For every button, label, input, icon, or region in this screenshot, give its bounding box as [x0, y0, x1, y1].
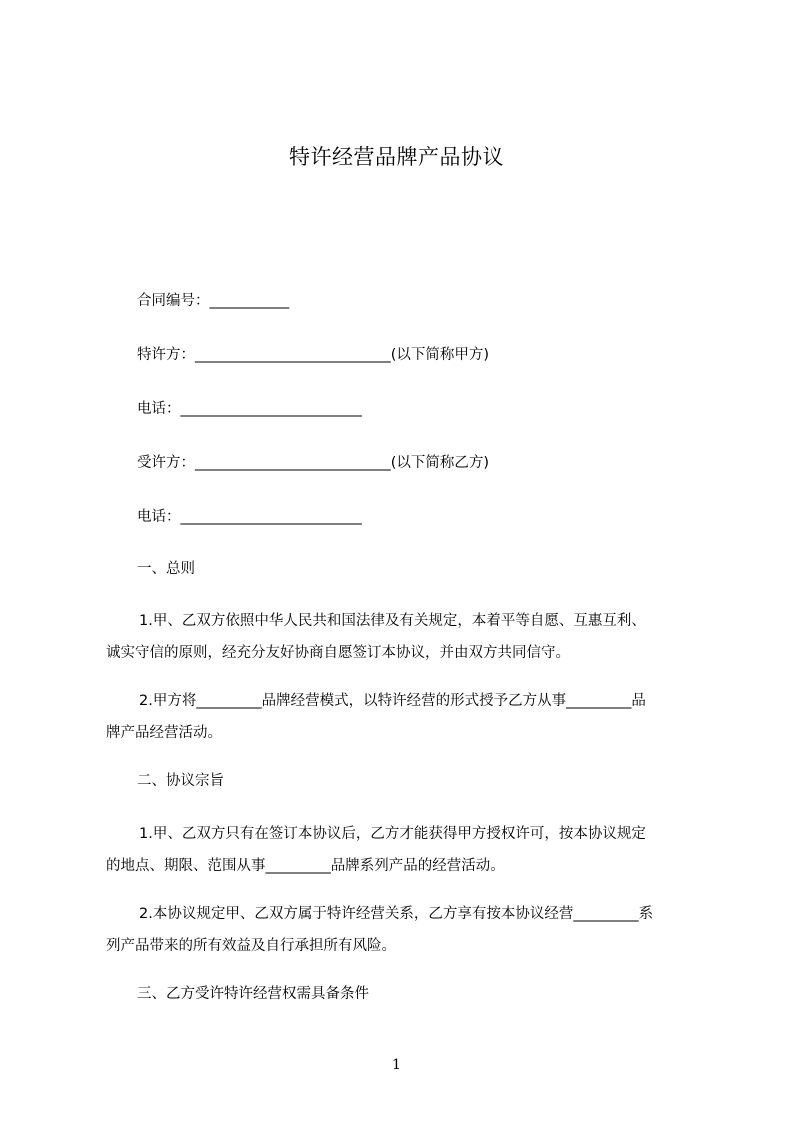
section-heading-general: 一、总则	[137, 561, 195, 577]
contract-number-field: 合同编号：___________	[137, 293, 290, 309]
clause-text: 1.甲、乙双方依照中华人民共和国法律及有关规定，本着平等自愿、互惠互利、	[139, 613, 646, 629]
section-heading-conditions: 三、乙方受许特许经营权需具备条件	[137, 986, 369, 1002]
clause-line: 列产品带来的所有效益及自行承担所有风险。	[106, 938, 396, 954]
section-heading-purpose: 二、协议宗旨	[137, 773, 224, 789]
franchisor-field: 特许方：___________________________(以下简称甲方)	[137, 347, 490, 363]
clause-text: 2.本协议规定甲、乙双方属于特许经营关系，乙方享有按本协议经营_________系	[139, 906, 654, 922]
clause-text: 2.甲方将_________品牌经营模式，以特许经营的形式授予乙方从事_________品	[139, 693, 646, 709]
clause-line	[106, 691, 702, 711]
clause-1-2	[106, 691, 702, 743]
franchisee-field: 受许方：___________________________(以下简称乙方)	[137, 455, 490, 471]
clause-line: 诚实守信的原则，经充分友好协商自愿签订本协议，并由双方共同信守。	[106, 645, 570, 661]
clause-2-2	[106, 904, 702, 956]
clause-line	[106, 611, 702, 631]
clause-line: 牌产品经营活动。	[106, 725, 222, 741]
clause-2-1	[106, 824, 702, 876]
franchisee-phone-field: 电话：_________________________	[137, 509, 362, 525]
clause-text: 1.甲、乙双方只有在签订本协议后，乙方才能获得甲方授权许可，按本协议规定	[139, 826, 646, 842]
clause-1-1	[106, 611, 702, 663]
clause-line	[106, 904, 702, 924]
franchisor-phone-field: 电话：_________________________	[137, 401, 362, 417]
clause-line	[106, 824, 702, 844]
page-number: 1	[392, 1057, 401, 1073]
document-title: 特许经营品牌产品协议	[289, 145, 504, 169]
clause-line: 的地点、期限、范围从事_________品牌系列产品的经营活动。	[106, 858, 505, 874]
